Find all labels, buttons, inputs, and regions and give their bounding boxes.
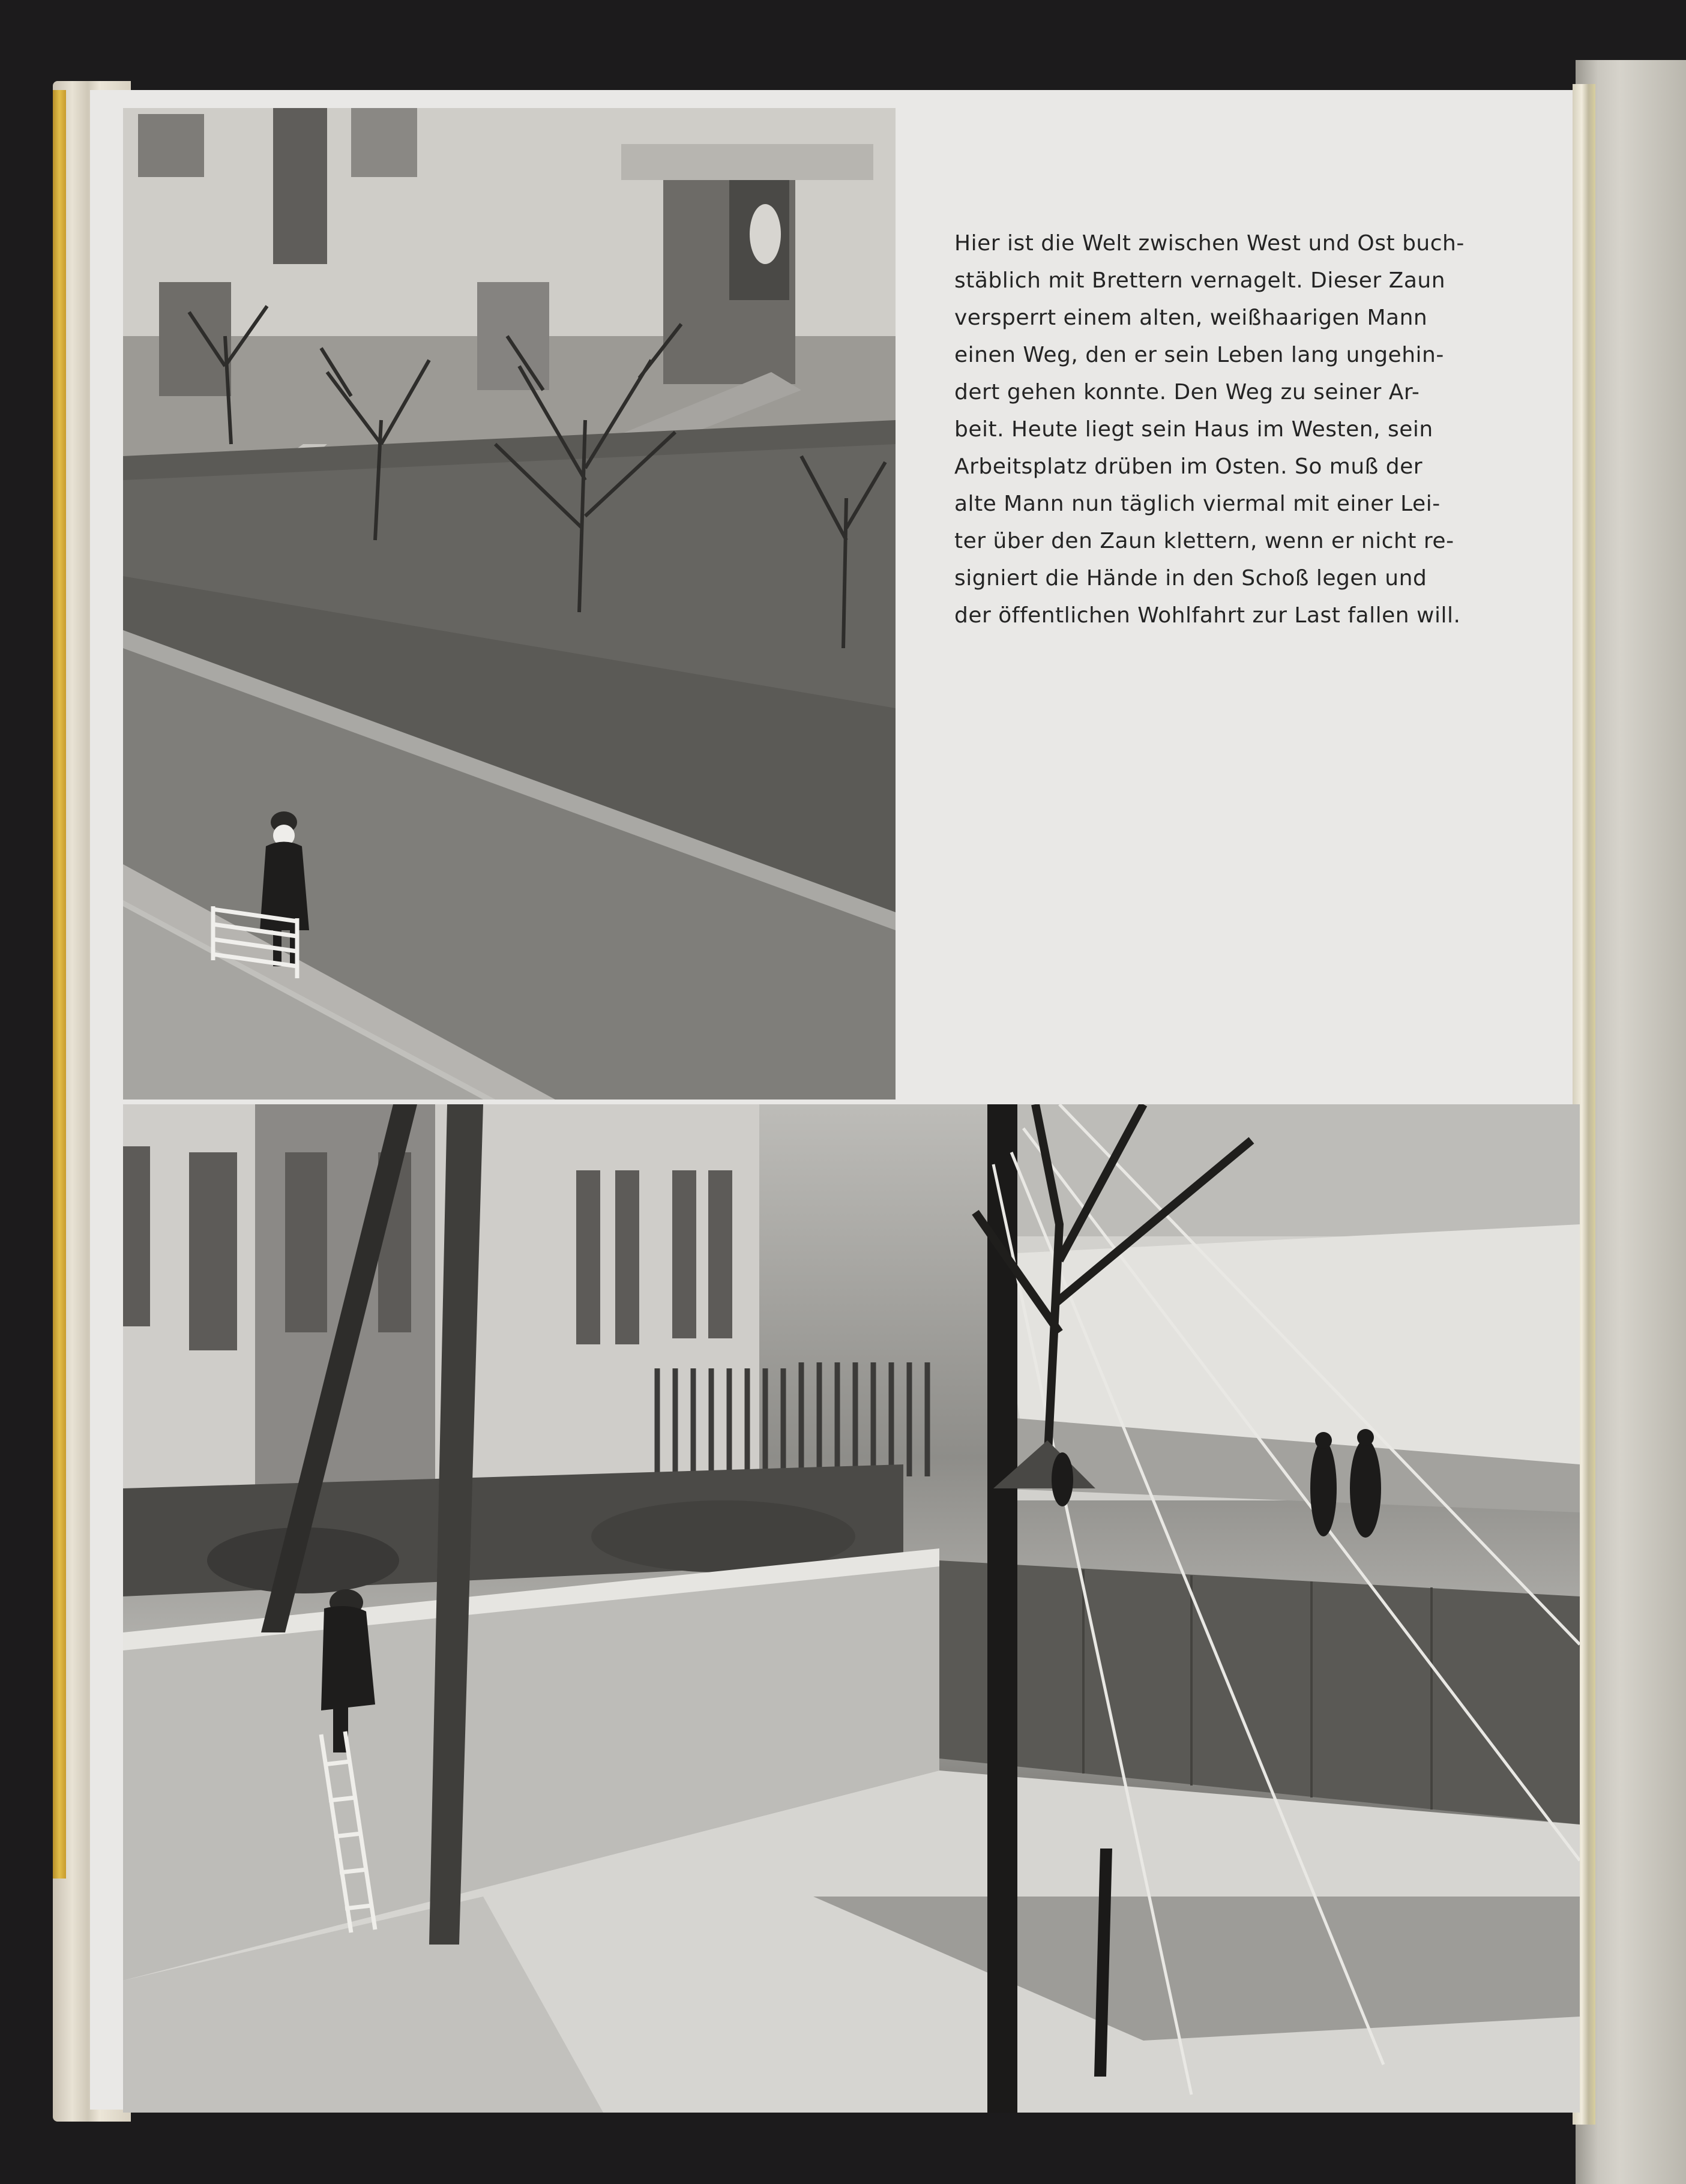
article-text <box>954 225 1483 634</box>
text-line: ter über den Zaun klettern, wenn er nicht re- <box>954 529 1454 553</box>
text-line: Arbeitsplatz drüben im Osten. So muß der <box>954 454 1423 479</box>
text-line: versperrt einem alten, weißhaarigen Mann <box>954 305 1428 330</box>
photo-man-climbing-wall-image <box>123 1104 1580 2113</box>
photo-man-climbing-wall <box>123 1104 1580 2113</box>
text-line: der öffentlichen Wohlfahrt zur Last fallen will. <box>954 603 1461 628</box>
text-line: signiert die Hände in den Schoß legen und <box>954 566 1427 591</box>
text-line: Hier ist die Welt zwischen West und Ost buch- <box>954 231 1465 256</box>
text-line: beit. Heute liegt sein Haus im Westen, sein <box>954 417 1433 442</box>
text-line: einen Weg, den er sein Leben lang ungehin- <box>954 343 1444 367</box>
text-line: stäblich mit Brettern vernagelt. Dieser Zaun <box>954 268 1446 293</box>
yellow-binding <box>53 90 66 1879</box>
text-line: dert gehen konnte. Den Weg zu seiner Ar- <box>954 380 1420 405</box>
text-line: alte Mann nun täglich viermal mit einer Lei- <box>954 492 1441 516</box>
photo-man-with-ladder-image <box>123 108 896 1100</box>
photo-man-with-ladder <box>123 108 896 1100</box>
